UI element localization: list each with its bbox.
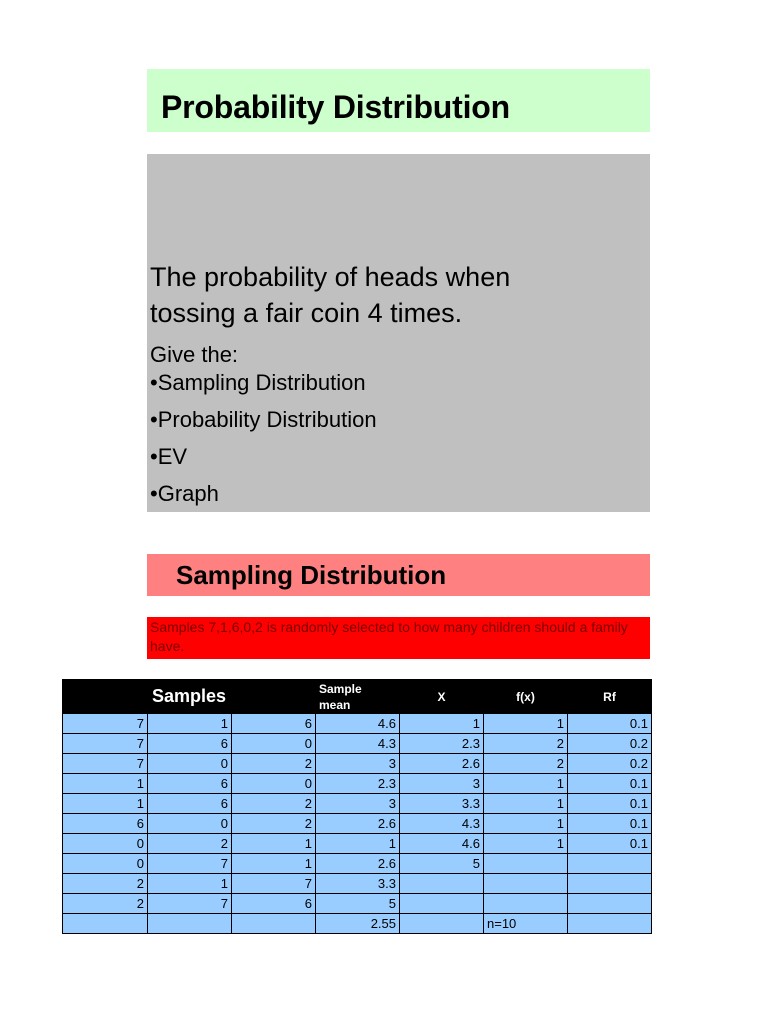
page-title: Probability Distribution	[161, 89, 510, 125]
task-item: •EV	[150, 444, 188, 469]
table-cell: 0.1	[568, 714, 652, 734]
table-cell: 2.6	[316, 814, 400, 834]
header-sample-mean-line2: mean	[319, 697, 351, 712]
table-cell: 2	[232, 794, 316, 814]
table-cell: 2	[484, 754, 568, 774]
question-line-2: tossing a fair coin 4 times.	[150, 298, 463, 328]
note-banner	[147, 617, 650, 659]
task-list	[150, 370, 377, 518]
table-row	[63, 754, 652, 774]
table-cell	[400, 894, 484, 914]
table-cell: 6	[232, 714, 316, 734]
table-cell: 6	[232, 894, 316, 914]
table-cell	[484, 874, 568, 894]
table-cell: 7	[232, 874, 316, 894]
table-row	[63, 794, 652, 814]
table-row	[63, 874, 652, 894]
empty-cell	[148, 914, 232, 934]
table-cell: 7	[63, 754, 148, 774]
table-cell: 3	[400, 774, 484, 794]
table-row	[63, 714, 652, 734]
empty-cell	[63, 914, 148, 934]
table-cell: 0.2	[568, 754, 652, 774]
table-cell	[484, 854, 568, 874]
table-cell: 1	[316, 834, 400, 854]
question-box	[147, 154, 650, 512]
table-cell: 0.1	[568, 814, 652, 834]
table-cell: 6	[148, 794, 232, 814]
section-title: Sampling Distribution	[176, 560, 447, 590]
give-the-label: Give the:	[150, 342, 239, 367]
table-cell: 1	[484, 794, 568, 814]
table-cell: 7	[148, 854, 232, 874]
table-cell: 1	[232, 834, 316, 854]
table-cell: 2	[484, 734, 568, 754]
table-cell: 6	[148, 734, 232, 754]
table-cell	[400, 874, 484, 894]
note-text: Samples 7,1,6,0,2 is randomly selected to how many children should a family have.	[150, 619, 628, 654]
table-cell: 1	[63, 794, 148, 814]
table-cell: 0	[63, 854, 148, 874]
mean-total-cell: 2.55	[316, 914, 400, 934]
header-fx: f(x)	[484, 680, 568, 714]
table-cell: 0.1	[568, 774, 652, 794]
table-row	[63, 834, 652, 854]
empty-cell	[568, 914, 652, 934]
table-cell: 2	[232, 754, 316, 774]
table-cell: 1	[484, 714, 568, 734]
table-header-row	[63, 680, 652, 714]
header-x: X	[400, 680, 484, 714]
table-cell: 0	[148, 814, 232, 834]
table-cell: 2.6	[316, 854, 400, 874]
header-sample-mean-line1: Sample	[319, 681, 362, 696]
table-cell: 1	[148, 874, 232, 894]
table-cell: 0	[63, 834, 148, 854]
table-cell: 2.3	[316, 774, 400, 794]
table-row	[63, 734, 652, 754]
table-cell: 1	[232, 854, 316, 874]
table-cell: 0.2	[568, 734, 652, 754]
table-cell: 3.3	[400, 794, 484, 814]
empty-cell	[400, 914, 484, 934]
table-cell: 0	[232, 774, 316, 794]
table-cell: 0	[148, 754, 232, 774]
table-cell: 1	[484, 834, 568, 854]
table-cell: 1	[484, 774, 568, 794]
table-cell: 5	[316, 894, 400, 914]
question-line-1: The probability of heads when	[150, 262, 511, 292]
table-cell: 2	[63, 874, 148, 894]
table-cell: 1	[63, 774, 148, 794]
table-footer-row	[63, 914, 652, 934]
table-cell: 2	[148, 834, 232, 854]
table-cell: 7	[148, 894, 232, 914]
table-cell: 1	[400, 714, 484, 734]
sampling-table	[62, 679, 652, 934]
question-text	[150, 259, 510, 331]
table-cell: 2.6	[400, 754, 484, 774]
table-row	[63, 894, 652, 914]
table-cell: 4.3	[400, 814, 484, 834]
table-cell: 2.3	[400, 734, 484, 754]
table-cell	[568, 854, 652, 874]
table-cell: 7	[63, 734, 148, 754]
header-samples: Samples	[63, 680, 316, 714]
table-cell: 2	[232, 814, 316, 834]
empty-cell	[232, 914, 316, 934]
table-cell: 0	[232, 734, 316, 754]
header-sample-mean	[316, 680, 400, 714]
table-cell	[484, 894, 568, 914]
header-rf: Rf	[568, 680, 652, 714]
table-cell: 0.1	[568, 794, 652, 814]
section-banner	[147, 554, 650, 596]
table-cell	[568, 894, 652, 914]
table-row	[63, 774, 652, 794]
table-row	[63, 854, 652, 874]
table-cell: 4.6	[316, 714, 400, 734]
task-item: •Graph	[150, 481, 219, 506]
table-cell: 5	[400, 854, 484, 874]
task-item: •Sampling Distribution	[150, 370, 366, 395]
table-cell: 4.3	[316, 734, 400, 754]
table-cell: 3	[316, 794, 400, 814]
table-row	[63, 814, 652, 834]
task-item: •Probability Distribution	[150, 407, 377, 432]
table-cell: 6	[148, 774, 232, 794]
table-cell: 1	[484, 814, 568, 834]
table-cell: 4.6	[400, 834, 484, 854]
table-cell: 2	[63, 894, 148, 914]
table-cell: 6	[63, 814, 148, 834]
table-cell: 1	[148, 714, 232, 734]
table-cell: 3	[316, 754, 400, 774]
title-banner	[147, 69, 650, 132]
table-cell: 7	[63, 714, 148, 734]
table-cell: 3.3	[316, 874, 400, 894]
n-count-cell: n=10	[484, 914, 568, 934]
table-cell	[568, 874, 652, 894]
table-cell: 0.1	[568, 834, 652, 854]
